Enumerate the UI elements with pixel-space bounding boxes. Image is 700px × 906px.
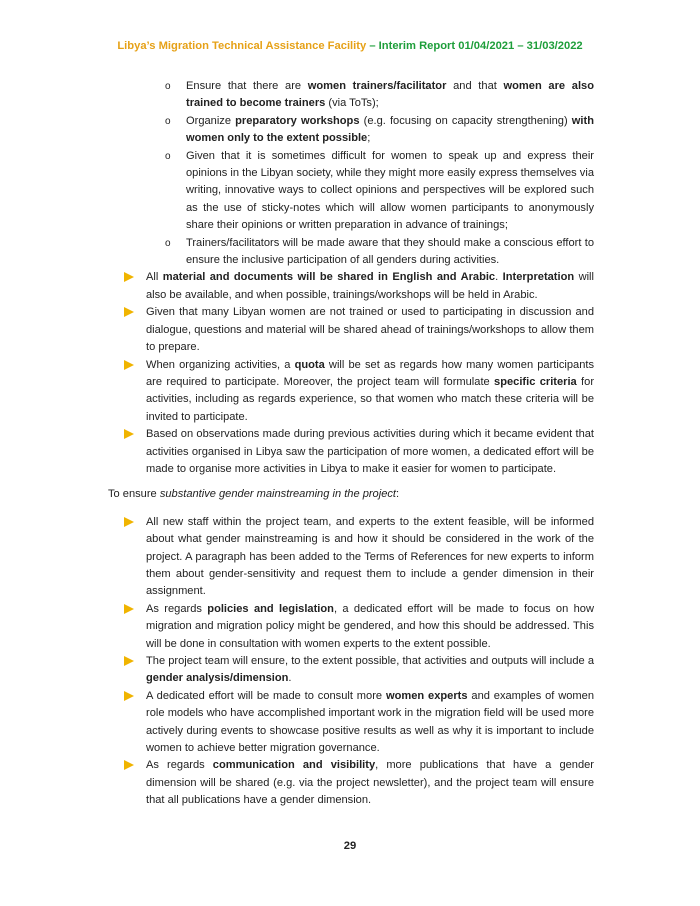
list-item <box>108 269 594 304</box>
bold-text: specific criteria <box>494 375 577 388</box>
sub-bullet-list <box>108 78 594 269</box>
arrow-bullet-icon <box>124 517 134 527</box>
text-run: . <box>495 271 503 284</box>
text-run: (via ToTs); <box>325 97 379 110</box>
bold-text: women experts <box>385 689 468 702</box>
paragraph-prefix: To ensure <box>108 488 160 501</box>
text-run: Organize <box>186 114 236 127</box>
bold-text: quota <box>294 358 325 371</box>
list-item <box>108 357 594 427</box>
text-run: Trainers/facilitators will be made aware that they should make a conscious effort to ensure the inclusive participation of all genders during activities. <box>186 236 594 267</box>
arrow-bullet-list-1 <box>108 269 594 478</box>
circle-bullet-icon: o <box>165 150 171 162</box>
list-item <box>108 653 594 688</box>
list-item <box>108 688 594 758</box>
page-number: 29 <box>343 840 357 852</box>
text-run: for activities, including as regards experience, so that women who match these criteria will be invited to participate. <box>146 375 595 423</box>
list-item <box>108 426 594 478</box>
text-run: A dedicated effort will be made to consult more <box>146 689 386 702</box>
bold-text: women are also trained to become trainers <box>186 80 594 110</box>
circle-bullet-icon: o <box>165 81 171 92</box>
list-item <box>108 601 594 653</box>
list-item <box>108 757 594 809</box>
text-run: When organizing activities, a <box>146 358 295 371</box>
bold-text: gender analysis/dimension <box>146 672 289 685</box>
bold-text: Interpretation <box>502 271 575 284</box>
text-run: . <box>288 672 292 685</box>
arrow-bullet-icon <box>124 691 134 701</box>
arrow-bullet-icon <box>124 272 134 282</box>
list-item <box>108 235 594 270</box>
text-run: , more publications that have a gender dimension will be shared (e.g. via the project newsletter), and the project team will ensure that all publications have a gender dimension. <box>146 759 595 807</box>
circle-bullet-icon: o <box>165 237 171 249</box>
arrow-bullet-icon <box>124 429 134 439</box>
bold-text: communication and visibility <box>212 759 376 772</box>
text-run: All <box>146 271 163 284</box>
text-run: As regards <box>146 759 213 772</box>
text-run: All new staff within the project team, and experts to the extent feasible, will be informed about what gender mainstreaming is and how it should be considered in the work of the project. A paragraph has been added to the Terms of References for new experts to inform them about gender-sensitivity and request them to include a gender dimension in their assignment. <box>146 515 594 598</box>
arrow-bullet-icon <box>124 360 134 370</box>
paragraph-emphasis: substantive gender mainstreaming in the project <box>159 488 396 501</box>
list-item <box>108 78 594 113</box>
arrow-bullet-list-2 <box>108 514 594 810</box>
text-run: will be set as regards how many women participants are required to participate. Moreover, the project team will formulate <box>146 358 594 388</box>
text-run: Ensure that there are <box>186 80 308 92</box>
arrow-bullet-icon <box>124 760 134 770</box>
page-content <box>108 78 594 810</box>
text-run: and examples of women role models who have accomplished important work in the migration field will be used more actively during events to showcase positive results as well as why it is important to include women to achieve better migration governance. <box>146 689 595 755</box>
list-item <box>108 113 594 148</box>
text-run: and that <box>446 80 504 92</box>
text-run: , a dedicated effort will be made to focus on how migration and migration policy might be gendered, and how this should be addressed. This will be done in consultation with women experts to the extent possible. <box>146 602 594 650</box>
bold-text: women trainers/facilitator <box>307 80 447 92</box>
arrow-bullet-icon <box>124 656 134 666</box>
bold-text: with women only to the extent possible <box>186 114 594 145</box>
arrow-bullet-icon <box>124 604 134 614</box>
text-run: ; <box>367 132 371 145</box>
text-run: Based on observations made during previous activities during which it became evident that activities organised in Libya saw the participation of more women, a dedicated effort will be made to organise more activities in Libya to make it easier for women to participate. <box>146 428 594 475</box>
arrow-bullet-icon <box>124 307 134 317</box>
text-run: (e.g. focusing on capacity strengthening) <box>359 114 572 127</box>
text-run: Given that it is sometimes difficult for women to speak up and express their opinions in the Libyan society, while they might more easily express themselves via writing, innovative ways to collect opinions and perspectives will be explored such as the use of sticky-notes which will allow women participants to anonymously share their opinions or written preparation in advance of trainings; <box>186 149 594 232</box>
bold-text: preparatory workshops <box>235 114 360 127</box>
report-title: Libya’s Migration Technical Assistance Facility <box>117 40 367 52</box>
list-item <box>108 514 594 601</box>
circle-bullet-icon: o <box>165 115 171 127</box>
text-run: As regards <box>146 602 208 615</box>
text-run: will also be available, and when possible, trainings/workshops will be held in Arabic. <box>146 271 594 301</box>
text-run: Given that many Libyan women are not trained or used to participating in discussion and dialogue, questions and material will be shared ahead of trainings/workshops to allow them to prepare. <box>146 306 594 354</box>
bold-text: policies and legislation <box>207 602 334 615</box>
list-item <box>108 148 594 235</box>
page-header <box>0 40 700 52</box>
text-run: The project team will ensure, to the extent possible, that activities and outputs will include a <box>146 655 594 667</box>
bold-text: material and documents will be shared in English and Arabic <box>162 271 496 284</box>
paragraph-suffix: : <box>396 488 400 501</box>
list-item <box>108 304 594 356</box>
section-intro-paragraph <box>108 486 594 503</box>
report-period: – Interim Report 01/04/2021 – 31/03/2022 <box>366 40 583 52</box>
